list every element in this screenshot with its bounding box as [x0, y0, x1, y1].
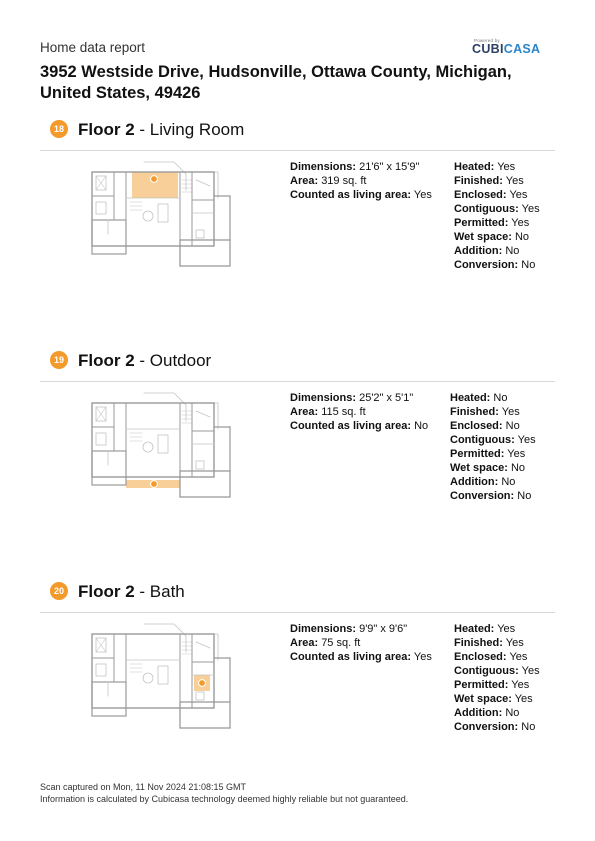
room-name: Outdoor: [149, 351, 212, 370]
conversion-label: Conversion:: [450, 490, 515, 502]
permitted-label: Permitted:: [454, 679, 509, 691]
living-area-value: No: [414, 420, 429, 432]
finished-value: Yes: [501, 406, 520, 418]
contiguous-value: Yes: [521, 665, 540, 677]
room-section-19: [0, 351, 595, 581]
permitted-value: Yes: [507, 448, 526, 460]
logo-brand-b: CASA: [503, 42, 541, 56]
room-title: [78, 582, 185, 602]
dimensions-label: Dimensions:: [290, 392, 357, 404]
room-section-20: [0, 582, 595, 812]
room-name: Living Room: [149, 120, 245, 139]
dimensions-label: Dimensions:: [290, 623, 357, 635]
room-location-marker: [151, 481, 158, 488]
property-address: 3952 Westside Drive, Hudsonville, Ottawa County, Michigan, United States, 49426: [40, 63, 512, 102]
enclosed-label: Enclosed:: [454, 189, 507, 201]
floor-plan-drawing: [86, 622, 236, 730]
finished-label: Finished:: [450, 406, 499, 418]
title-separator: -: [134, 351, 150, 370]
report-footer: [40, 782, 408, 805]
finished-label: Finished:: [454, 175, 503, 187]
area-label: Area:: [290, 406, 319, 418]
heated-label: Heated:: [454, 161, 495, 173]
section-divider: [40, 150, 555, 151]
dimensions-value: 21'6" x 15'9": [359, 161, 420, 173]
conversion-value: No: [521, 259, 536, 271]
enclosed-label: Enclosed:: [454, 651, 507, 663]
addition-label: Addition:: [454, 707, 503, 719]
wet-space-value: No: [510, 462, 525, 474]
living-area-label: Counted as living area:: [290, 189, 412, 201]
enclosed-label: Enclosed:: [450, 420, 503, 432]
living-area-value: Yes: [413, 651, 432, 663]
dimensions-value: 25'2" x 5'1": [359, 392, 414, 404]
heated-value: Yes: [497, 623, 516, 635]
room-location-marker: [199, 680, 206, 687]
contiguous-label: Contiguous:: [454, 665, 519, 677]
floor-plan-thumbnail: [86, 160, 236, 268]
addition-value: No: [505, 245, 520, 257]
room-floor: Floor 2: [78, 120, 135, 139]
living-area-label: Counted as living area:: [290, 420, 412, 432]
title-separator: -: [134, 582, 150, 601]
addition-label: Addition:: [454, 245, 503, 257]
logo-tagline: Powered by: [474, 38, 500, 43]
room-number-badge: 20: [50, 582, 68, 600]
dimensions-label: Dimensions:: [290, 161, 357, 173]
area-value: 319 sq. ft: [321, 175, 367, 187]
area-label: Area:: [290, 175, 319, 187]
heated-label: Heated:: [450, 392, 491, 404]
room-floor: Floor 2: [78, 582, 135, 601]
wet-space-value: Yes: [514, 693, 533, 705]
section-divider: [40, 381, 555, 382]
report-label: Home data report: [40, 40, 146, 55]
contiguous-value: Yes: [521, 203, 540, 215]
title-separator: -: [134, 120, 150, 139]
conversion-value: No: [521, 721, 536, 733]
addition-value: No: [505, 707, 520, 719]
area-value: 75 sq. ft: [321, 637, 361, 649]
room-number-badge: 18: [50, 120, 68, 138]
living-area-label: Counted as living area:: [290, 651, 412, 663]
wet-space-label: Wet space:: [454, 693, 512, 705]
enclosed-value: Yes: [509, 651, 528, 663]
enclosed-value: No: [505, 420, 520, 432]
permitted-label: Permitted:: [454, 217, 509, 229]
cubicasa-logo: [472, 38, 550, 60]
permitted-value: Yes: [511, 679, 530, 691]
conversion-label: Conversion:: [454, 259, 519, 271]
conversion-label: Conversion:: [454, 721, 519, 733]
section-divider: [40, 612, 555, 613]
wet-space-label: Wet space:: [450, 462, 508, 474]
finished-label: Finished:: [454, 637, 503, 649]
scan-captured-note: Scan captured on Mon, 11 Nov 2024 21:08:15 GMT: [40, 782, 246, 792]
room-title: [78, 120, 244, 140]
conversion-value: No: [517, 490, 532, 502]
heated-value: No: [493, 392, 508, 404]
room-properties-block: [450, 391, 536, 503]
addition-label: Addition:: [450, 476, 499, 488]
room-dimensions-block: [290, 391, 428, 433]
enclosed-value: Yes: [509, 189, 528, 201]
wet-space-value: No: [514, 231, 529, 243]
living-area-value: Yes: [413, 189, 432, 201]
room-properties-block: [454, 160, 540, 272]
disclaimer-note: Information is calculated by Cubicasa technology deemed highly reliable but not guaranteed.: [40, 793, 409, 804]
room-name: Bath: [149, 582, 185, 601]
contiguous-label: Contiguous:: [454, 203, 519, 215]
heated-value: Yes: [497, 161, 516, 173]
area-label: Area:: [290, 637, 319, 649]
floor-plan-thumbnail: [86, 622, 236, 730]
permitted-value: Yes: [511, 217, 530, 229]
room-dimensions-block: [290, 160, 432, 202]
logo-brand-a: CUBI: [472, 42, 504, 56]
room-floor: Floor 2: [78, 351, 135, 370]
logo-brand: [472, 42, 540, 56]
finished-value: Yes: [505, 637, 524, 649]
heated-label: Heated:: [454, 623, 495, 635]
floor-plan-drawing: [86, 391, 236, 499]
area-value: 115 sq. ft: [321, 406, 366, 418]
floor-plan-drawing: [86, 160, 236, 268]
addition-value: No: [501, 476, 516, 488]
finished-value: Yes: [505, 175, 524, 187]
room-properties-block: [454, 622, 540, 734]
contiguous-value: Yes: [517, 434, 536, 446]
room-title: [78, 351, 211, 371]
wet-space-label: Wet space:: [454, 231, 512, 243]
room-section-18: [0, 120, 595, 350]
room-number-badge: 19: [50, 351, 68, 369]
contiguous-label: Contiguous:: [450, 434, 515, 446]
floor-plan-thumbnail: [86, 391, 236, 499]
dimensions-value: 9'9" x 9'6": [359, 623, 408, 635]
room-location-marker: [151, 176, 158, 183]
room-dimensions-block: [290, 622, 432, 664]
permitted-label: Permitted:: [450, 448, 505, 460]
